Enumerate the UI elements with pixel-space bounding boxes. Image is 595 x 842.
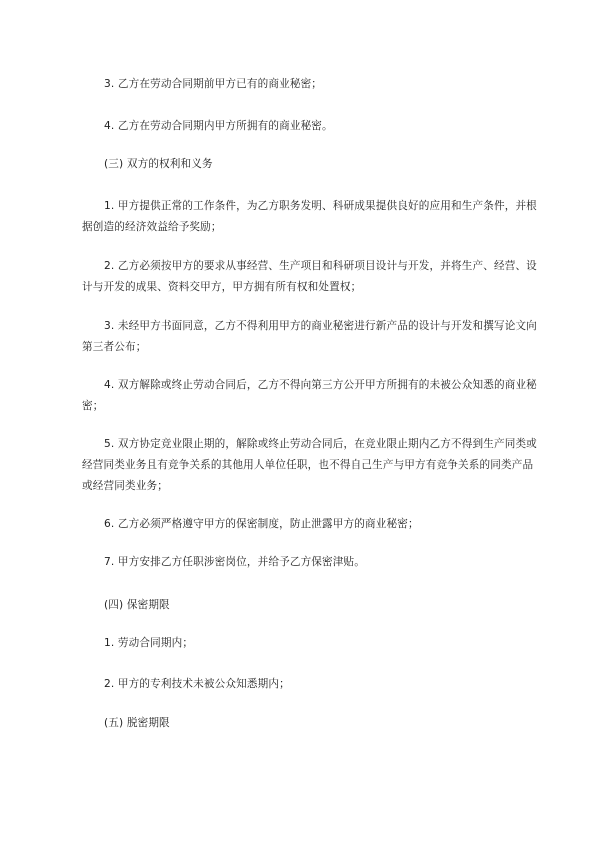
section-heading-declassification-period: (五) 脱密期限 [104,717,170,729]
paragraph-period-2: 2. 甲方的专利技术未被公众知悉期内； [104,678,290,690]
paragraph-rights-1: 1. 甲方提供正常的工作条件，为乙方职务发明、科研成果提供良好的应用和生产条件，并根据创造的经济效益给予奖励； [82,200,537,233]
paragraph-rights-5: 5. 双方协定竞业限止期的，解除或终止劳动合同后，在竞业限止期内乙方不得到生产同类或经营同类业务且有竞争关系的其他用人单位任职，也不得自己生产与甲方有竞争关系的同类产品或经营同类业务； [82,438,537,492]
section-heading-rights-obligations: (三) 双方的权利和义务 [104,158,213,170]
paragraph-rights-7: 7. 甲方安排乙方任职涉密岗位，并给予乙方保密津贴。 [104,556,366,568]
paragraph-item-4-current-secrets: 4. 乙方在劳动合同期内甲方所拥有的商业秘密。 [104,120,333,132]
paragraph-rights-6: 6. 乙方必须严格遵守甲方的保密制度，防止泄露甲方的商业秘密； [104,518,419,530]
paragraph-period-1: 1. 劳动合同期内； [104,637,194,649]
paragraph-rights-2: 2. 乙方必须按甲方的要求从事经营、生产项目和科研项目设计与开发，并将生产、经营、设计与开发的成果、资料交甲方，甲方拥有所有权和处置权； [82,260,537,293]
paragraph-rights-3: 3. 未经甲方书面同意，乙方不得利用甲方的商业秘密进行新产品的设计与开发和撰写论文向第三者公布； [82,320,537,353]
paragraph-item-3-prior-secrets: 3. 乙方在劳动合同期前甲方已有的商业秘密； [104,78,323,90]
section-heading-confidentiality-period: (四) 保密期限 [104,599,170,611]
paragraph-rights-4: 4. 双方解除或终止劳动合同后，乙方不得向第三方公开甲方所拥有的未被公众知悉的商业秘密； [82,379,537,412]
